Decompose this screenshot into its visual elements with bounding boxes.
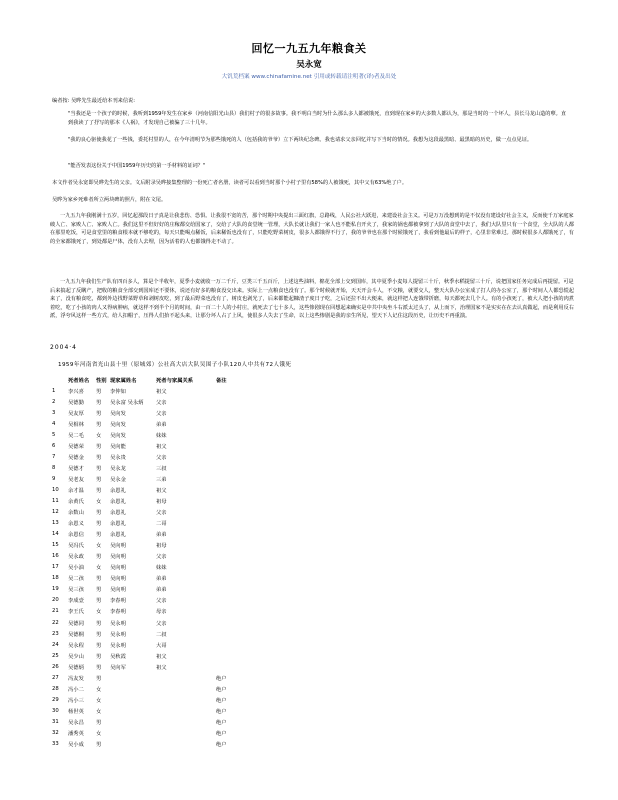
row-number: 7 (52, 453, 56, 460)
sex: 男 (96, 487, 102, 494)
relation: 祖父 (156, 653, 167, 660)
deceased-name: 吴永昌 (68, 719, 84, 726)
relation: 祖母 (156, 543, 167, 550)
row-number: 10 (52, 486, 59, 493)
relation: 妹妹 (156, 565, 167, 572)
row-number: 5 (52, 431, 56, 438)
row-number: 25 (52, 652, 59, 659)
deceased-name: 吴德同 (68, 620, 84, 627)
relation: 父亲 (156, 399, 167, 406)
note (216, 595, 256, 606)
deceased-name: 吴老友 (68, 476, 84, 483)
table-row (52, 540, 256, 551)
editor-quote-2: "我的良心驱使我花了一些钱，委托村里的人，在今年清明节为那些饿死的人（包括我的爷爷）立下两块纪念碑。我也请求父亲回忆并写下当时的情况。我想为这段最黑暗、最黑暗的历史，做一点点见证。 (68, 137, 533, 143)
deceased-name: 吴三孩 (68, 587, 84, 594)
table-row (52, 385, 256, 396)
deceased-name: 李兴喜 (68, 388, 84, 395)
family-member: 李春明 (110, 609, 126, 616)
family-member: 吴永富 吴永炳 (110, 399, 144, 406)
table-row (52, 507, 256, 518)
note (216, 473, 256, 484)
family-member (110, 705, 156, 716)
relation: 弟弟 (156, 587, 167, 594)
relation: 三弟 (156, 476, 167, 483)
family-member: 吴向明 (110, 543, 126, 550)
editor-note-3: 吴晔为家乡死难者所立两块碑的照片，附在文尾。 (52, 197, 167, 203)
note (216, 462, 256, 473)
row-number: 18 (52, 575, 59, 582)
note (216, 628, 256, 639)
document-title: 回忆一九五九年粮食关 (251, 42, 367, 55)
family-member: 李仲如 (110, 388, 126, 395)
note (216, 540, 256, 551)
family-member: 余恩礼 (110, 498, 126, 505)
sex: 男 (96, 576, 102, 583)
row-number: 21 (52, 608, 59, 615)
sex: 女 (96, 543, 102, 550)
row-number: 2 (52, 398, 56, 405)
header-name: 死者姓名 (68, 377, 90, 384)
row-number: 15 (52, 542, 59, 549)
family-member: 吴永龙 (110, 465, 126, 472)
deceased-name: 吴德桐 (68, 631, 84, 638)
family-member: 吴向明 (110, 587, 126, 594)
row-number: 11 (52, 497, 59, 504)
sex: 男 (96, 476, 102, 483)
sex: 男 (96, 719, 102, 726)
deceased-name: 李王氏 (68, 609, 84, 616)
deceased-name: 吴友厚 (68, 410, 84, 417)
row-number: 20 (52, 597, 59, 604)
family-member: 吴永明 (110, 631, 126, 638)
header-note: 备注 (216, 377, 227, 384)
sex: 男 (96, 554, 102, 561)
sex: 男 (96, 598, 102, 605)
relation: 父亲 (156, 510, 167, 517)
row-number: 16 (52, 553, 59, 560)
table-row (52, 451, 256, 462)
note (216, 617, 256, 628)
table-row (52, 705, 256, 716)
table-row (52, 584, 256, 595)
note (216, 484, 256, 495)
row-number: 8 (52, 464, 56, 471)
deceased-name: 余数山 (68, 510, 84, 517)
sex: 男 (96, 510, 102, 517)
source-link[interactable]: www.chinafamine.net (251, 74, 312, 80)
family-member: 吴向明 (110, 576, 126, 583)
row-number: 6 (52, 442, 56, 449)
row-number: 9 (52, 475, 56, 482)
note: 绝户 (216, 719, 227, 726)
relation: 弟弟 (156, 532, 167, 539)
relation: 弟弟 (156, 421, 167, 428)
table-row (52, 716, 256, 727)
relation: 父亲 (156, 598, 167, 605)
document-date: 2004·4 (50, 344, 77, 351)
sex: 女 (96, 432, 102, 439)
header-sex: 性别 (96, 377, 107, 384)
sex: 男 (96, 532, 102, 539)
body-paragraph-1: 一九五九年我刚满十五岁，回忆起那段日子真是让我悲伤、恐惧。让我很不宽的苦，那个时期中央提出三面红旗，总路线，人民公社大跃进，来建设社会主义。可是万万没想到的是不仅没有建设好社会主义，反而使千万家庭家破人亡、家败人亡、家败人亡。我们这里不但好好的庄稼都交给国家了，交给了大队的食堂统一管理，大队长就让我们一家人也不能私自开火了，我家的锅也都被拿到了大队的食堂中去了，我们大队里只有一个食堂，全大队的人都在那里吃饭，可是食堂里的粮食根本就不够吃的，每天只能喝点稀饭，后来稀饭也没有了，只能吃野菜树皮，很多人都饿得不行了，我的爷爷也在那个时候饿死了，我看到他最后的样子，心里非常难过。那时候很多人都饿死了，有的全家都饿死了，到处都是尸体，没有人去埋，因为活着的人也都饿得走不动了。 (50, 213, 574, 245)
family-member (110, 694, 156, 705)
family-member: 吴永明 (110, 620, 126, 627)
sex: 男 (96, 521, 102, 528)
deceased-name: 余恩义 (68, 521, 84, 528)
row-number: 31 (52, 718, 59, 725)
row-number: 29 (52, 696, 59, 703)
note (216, 495, 256, 506)
family-member: 吴永贵 (110, 454, 126, 461)
family-member (110, 716, 156, 727)
family-member: 余恩礼 (110, 487, 126, 494)
row-number: 24 (52, 641, 59, 648)
sex: 女 (96, 686, 102, 693)
row-number: 4 (52, 420, 56, 427)
row-number: 3 (52, 409, 56, 416)
row-number: 1 (52, 387, 56, 394)
note (216, 507, 256, 518)
note: 绝户 (216, 708, 227, 715)
relation (156, 739, 216, 750)
deceased-name: 余黄氏 (68, 498, 84, 505)
note (216, 440, 256, 451)
relation: 二哥 (156, 521, 167, 528)
note (216, 639, 256, 650)
deceased-name: 吴永程 (68, 642, 84, 649)
family-member: 吴向发 (110, 421, 126, 428)
note (216, 562, 256, 573)
deceased-name: 吴二毛 (68, 432, 84, 439)
deceased-name: 冯友发 (68, 675, 84, 682)
note (216, 418, 256, 429)
table-row (52, 462, 256, 473)
source-line (0, 72, 618, 80)
table-row (52, 672, 256, 683)
sex: 女 (96, 565, 102, 572)
sex: 男 (96, 675, 102, 682)
relation: 二叔 (156, 631, 167, 638)
source-prefix: 大饥荒档案 (221, 74, 252, 80)
table-row (52, 429, 256, 440)
family-member: 吴向明 (110, 565, 126, 572)
sex: 女 (96, 609, 102, 616)
note (216, 573, 256, 584)
editor-note-2: 本文作者吴永宽即吴晔先生的父亲。文后附录吴晔接集整理的一份死亡者名册，读者可以看到当时那个小村子里有58%的人被饿死，其中父有63%绝了户。 (52, 180, 408, 186)
source-suffix: 引用或转载请注明著(译)者及出处 (311, 74, 397, 80)
relation: 父亲 (156, 410, 167, 417)
row-number: 28 (52, 685, 59, 692)
note (216, 551, 256, 562)
table-row (52, 739, 256, 750)
relation: 父亲 (156, 620, 167, 627)
relation (156, 716, 216, 727)
family-member: 吴向军 (110, 664, 126, 671)
sex: 男 (96, 642, 102, 649)
note (216, 451, 256, 462)
deceased-name: 吴永政 (68, 554, 84, 561)
deceased-name: 冯小三 (68, 697, 84, 704)
note (216, 385, 256, 396)
deceased-name: 吴德金 (68, 454, 84, 461)
table-row (52, 473, 256, 484)
family-member (110, 672, 156, 683)
death-roster-table (52, 374, 256, 750)
deceased-name: 吴冯氏 (68, 543, 84, 550)
family-member: 李春明 (110, 598, 126, 605)
note (216, 396, 256, 407)
sex: 女 (96, 730, 102, 737)
sex: 男 (96, 410, 102, 417)
sex: 女 (96, 708, 102, 715)
family-member (110, 727, 156, 738)
note (216, 407, 256, 418)
relation: 祖父 (156, 664, 167, 671)
table-row (52, 562, 256, 573)
note (216, 661, 256, 672)
note (216, 518, 256, 529)
deceased-name: 潘秀英 (68, 730, 84, 737)
sex: 男 (96, 631, 102, 638)
deceased-name: 李成壹 (68, 598, 84, 605)
deceased-name: 吴德炳 (68, 664, 84, 671)
editor-quote-3: "能否发表这份关于中国1959年历史的第一手材料的证词？" (68, 163, 206, 169)
family-member: 吴向发 (110, 410, 126, 417)
sex: 男 (96, 465, 102, 472)
table-row (52, 440, 256, 451)
family-member: 吴向发 (110, 432, 126, 439)
sex: 男 (96, 620, 102, 627)
relation: 父亲 (156, 454, 167, 461)
row-number: 13 (52, 520, 59, 527)
roster-header-row (52, 374, 256, 385)
row-number: 12 (52, 509, 59, 516)
family-member: 余恩礼 (110, 521, 126, 528)
family-member: 余恩礼 (110, 532, 126, 539)
sex: 男 (96, 454, 102, 461)
header-relation: 死者与家属关系 (156, 377, 194, 384)
table-row (52, 628, 256, 639)
family-member: 吴秋霞 (110, 653, 126, 660)
deceased-name: 吴德才 (68, 465, 84, 472)
header-family: 现家属姓名 (110, 377, 137, 384)
deceased-name: 杨世英 (68, 708, 84, 715)
sex: 男 (96, 653, 102, 660)
note: 绝户 (216, 675, 227, 682)
deceased-name: 吴相林 (68, 421, 84, 428)
row-number: 19 (52, 586, 59, 593)
row-number: 23 (52, 630, 59, 637)
table-row (52, 727, 256, 738)
relation: 妹妹 (156, 432, 167, 439)
table-row (52, 639, 256, 650)
deceased-name: 吴少山 (68, 653, 84, 660)
deceased-name: 冯小二 (68, 686, 84, 693)
note: 绝户 (216, 686, 227, 693)
note (216, 529, 256, 540)
table-row (52, 396, 256, 407)
deceased-name: 吴德荣 (68, 443, 84, 450)
header-number (52, 374, 68, 385)
row-number: 27 (52, 674, 59, 681)
family-member: 余恩礼 (110, 510, 126, 517)
family-member: 吴永明 (110, 642, 126, 649)
note (216, 606, 256, 617)
row-number: 26 (52, 663, 59, 670)
relation: 祖父 (156, 388, 167, 395)
table-row (52, 518, 256, 529)
body-paragraph-2: 一九五九年我们生产队有四百多人，算是个半收年，夏季小麦就收一万二千斤，豆类三千五百斤，上述这些油料，棉花全部上交到国库，其中夏季小麦每人提留三十斤，秋季水稻提留三十斤，说把国家任务完成后再提留。可是后来搞起了反瞒产，把收的粮食全部交到国库还不要休，说还有好多的粮食没交出来。实际上一点粮食也没有了。那个时候就开始，天天开会斗人，不交粮，就要交人，整天大队办公室成了打人的办公室了，那个时间人人都恐慌起来了，没有粮食吃，都到外边找野菜野草和剥树皮吃，到了最后野菜也没有了，树皮也剥光了，后来都能起糠渣子度日子吃，之后还拉不出大便来，就这样把人连饿带折磨，每天都死去几个人。有的小孩死了，被大人把小孩的肉煮着吃，吃了小孩的肉人又得病肿病，就这样不到半个月的时间，由一百二十人的小村庄，就死去了七十多人，这些惨剧现在回想起来确实是中共中央坐斗右派太过头了，从上而下，治理国家不是实实在在去认真做起，而是利用反右派，浮夸风这样一些方式，给人扣帽子，压得人们抬不起头来，让那分坏人占了上风，使很多人失去了生命，以上这些惨剧是我的亲生所见，望天下人记住这段历史，让历史不再重演。 (50, 279, 574, 320)
table-row (52, 661, 256, 672)
roster-title: 1959年河南省光山县十里（原城郊）公社高大店大队吴围子小队120人中共有72人饿死 (58, 362, 292, 368)
sex: 男 (96, 742, 102, 749)
relation: 祖母 (156, 498, 167, 505)
sex: 男 (96, 664, 102, 671)
family-member (110, 739, 156, 750)
deceased-name: 吴二孩 (68, 576, 84, 583)
row-number: 22 (52, 619, 59, 626)
sex: 女 (96, 697, 102, 704)
sex: 女 (96, 498, 102, 505)
relation: 三叔 (156, 465, 167, 472)
sex: 男 (96, 421, 102, 428)
sex: 男 (96, 587, 102, 594)
relation: 母亲 (156, 609, 167, 616)
table-row (52, 683, 256, 694)
note (216, 429, 256, 440)
relation (156, 683, 216, 694)
sex: 男 (96, 399, 102, 406)
table-row (52, 694, 256, 705)
relation: 祖父 (156, 443, 167, 450)
relation: 大哥 (156, 642, 167, 649)
note: 绝户 (216, 697, 227, 704)
table-row (52, 595, 256, 606)
sex: 男 (96, 443, 102, 450)
deceased-name: 余恩信 (68, 532, 84, 539)
deceased-name: 余才温 (68, 487, 84, 494)
table-row (52, 617, 256, 628)
row-number: 33 (52, 741, 59, 748)
table-row (52, 650, 256, 661)
row-number: 14 (52, 531, 59, 538)
family-member: 吴向能 (110, 443, 126, 450)
sex: 男 (96, 388, 102, 395)
deceased-name: 吴小油 (68, 565, 84, 572)
family-member (110, 683, 156, 694)
relation (156, 672, 216, 683)
row-number: 17 (52, 564, 59, 571)
table-row (52, 484, 256, 495)
table-row (52, 573, 256, 584)
row-number: 30 (52, 707, 59, 714)
table-row (52, 495, 256, 506)
deceased-name: 吴德勤 (68, 399, 84, 406)
relation: 父亲 (156, 554, 167, 561)
table-row (52, 529, 256, 540)
author-name: 吴永宽 (296, 60, 322, 70)
editor-note-label: 编者按: 吴晔先生最近给本刊来信说: (52, 98, 135, 104)
table-row (52, 418, 256, 429)
relation (156, 705, 216, 716)
table-row (52, 606, 256, 617)
note: 绝户 (216, 730, 227, 737)
table-row (52, 407, 256, 418)
note (216, 584, 256, 595)
relation: 祖父 (156, 487, 167, 494)
note (216, 650, 256, 661)
relation: 弟弟 (156, 576, 167, 583)
family-member: 吴向明 (110, 554, 126, 561)
row-number: 32 (52, 729, 59, 736)
table-row (52, 551, 256, 562)
family-member: 吴永金 (110, 476, 126, 483)
note: 绝户 (216, 742, 227, 749)
editor-quote-1: "当我还是一个孩子的时候，我听到1959年发生在家乡（河南信阳光山县）我们村子的很多故事。我不明白当时为什么那么多人都被饿死，直到现在家乡的大多数人都认为，那是当时的一个坏人，县长马龙山造的孽。直到我读了了抒写的那本《人祸》，才发现自己被骗了三十几年。 (68, 111, 567, 126)
deceased-name: 吴小成 (68, 742, 84, 749)
relation (156, 694, 216, 705)
relation (156, 727, 216, 738)
